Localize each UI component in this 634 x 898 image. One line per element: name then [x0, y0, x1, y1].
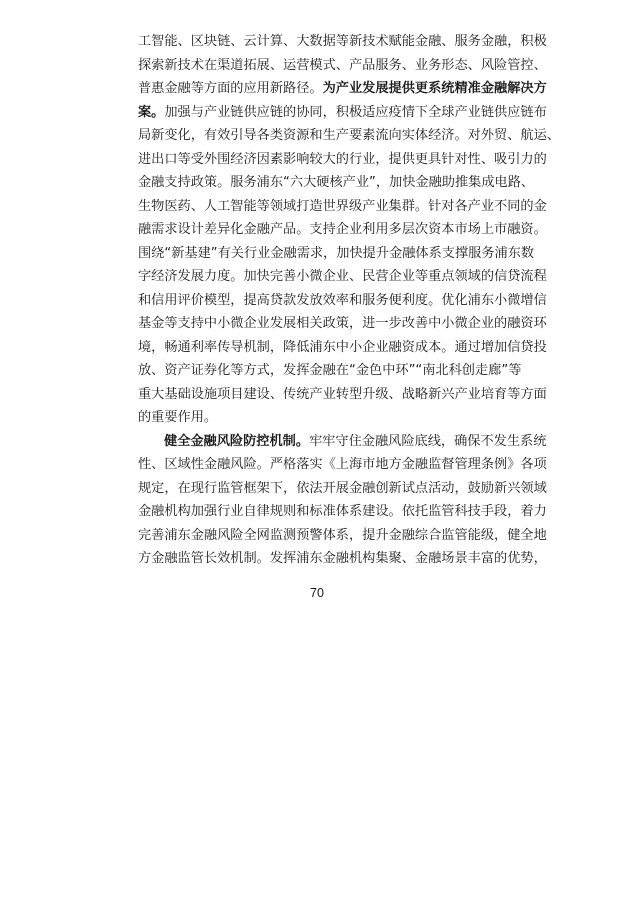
- text-line: 规定，在现行监管框架下，依法开展金融创新试点活动，鼓励新兴领域: [138, 480, 547, 496]
- text-line: 金融机构加强行业自律规则和标准体系建设。依托监管科技手段，着力: [138, 504, 547, 519]
- text-line: 工智能、区块链、云计算、大数据等新技术赋能金融、服务金融，积极: [138, 34, 547, 49]
- text-line: 融需求设计差异化金融产品。支持企业利用多层次资本市场上市融资。: [138, 222, 547, 237]
- text-line: [138, 77, 547, 101]
- text-line: 性、区域性金融风险。严格落实《上海市地方金融监督管理条例》各项: [138, 457, 547, 472]
- text-line: 金融支持政策。服务浦东“六大硬核产业”，加快金融助推集成电路、: [138, 175, 535, 190]
- bold-heading-segment: 健全金融风险防控机制。: [164, 433, 310, 449]
- text-line: 完善浦东金融风险全网监测预警体系，提升金融综合监管能级，健全地: [138, 527, 547, 543]
- bold-heading-segment: 为产业发展提供更系统精准金融解决方: [322, 81, 547, 96]
- text-line: [138, 101, 547, 125]
- bold-heading-segment: 案。: [138, 104, 165, 120]
- text-segment: 普惠金融等方面的应用新路径。: [138, 81, 323, 96]
- text-line: 境，畅通利率传导机制，降低浦东中小企业融资成本。通过增加信贷投: [138, 339, 547, 355]
- text-line: 方金融监管长效机制。发挥浦东金融机构集聚、金融场景丰富的优势，: [138, 551, 547, 566]
- page-number: 70: [310, 586, 324, 600]
- text-line: 和信用评价模型，提高贷款发放效率和服务便利度。优化浦东小微增信: [138, 292, 547, 308]
- text-line: 字经济发展力度。加快完善小微企业、民营企业等重点领域的信贷流程: [138, 269, 547, 284]
- text-line: 放、资产证券化等方式，发挥金融在“金色中环”“南北科创走廊”等: [138, 363, 522, 378]
- text-line: 围绕“新基建”有关行业金融需求，加快提升金融体系支撑服务浦东数: [138, 245, 535, 261]
- text-line: 的重要作用。: [138, 410, 218, 425]
- body-text: [138, 30, 560, 571]
- text-line: 进出口等受外围经济因素影响较大的行业，提供更具针对性、吸引力的: [138, 151, 547, 167]
- text-segment: 牢牢守住金融风险底线，确保不发生系统: [309, 433, 547, 449]
- text-segment: 加强与产业链供应链的协同，积极适应疫情下全球产业链供应链布: [164, 104, 547, 120]
- text-line: 探索新技术在渠道拓展、运营模式、产品服务、业务形态、风险管控、: [138, 57, 547, 73]
- text-line: 重大基础设施项目建设、传统产业转型升级、战略新兴产业培育等方面: [138, 386, 547, 402]
- text-line: 局新变化，有效引导各类资源和生产要素流向实体经济。对外贸、航运、: [138, 128, 560, 143]
- text-line: [138, 430, 547, 454]
- text-line: 生物医药、人工智能等领域打造世界级产业集群。针对各产业不同的金: [138, 198, 547, 214]
- text-line: 基金等支持中小微企业发展相关政策，进一步改善中小微企业的融资环: [138, 316, 547, 331]
